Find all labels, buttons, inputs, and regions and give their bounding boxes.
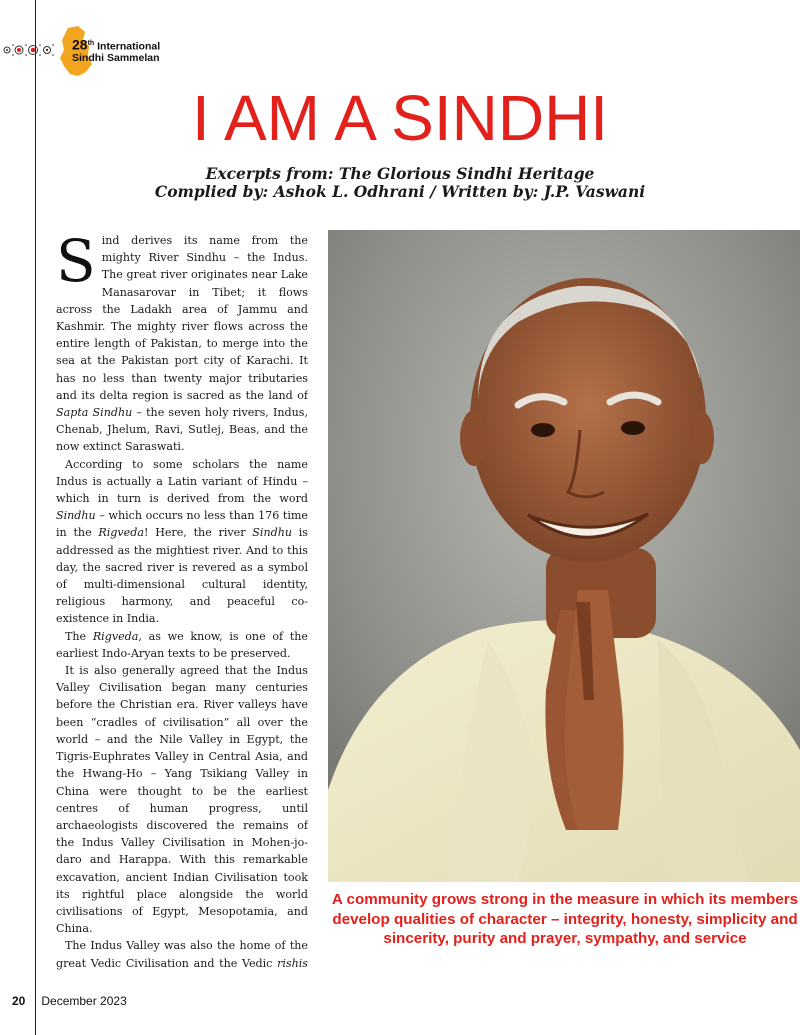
issue-date: December 2023 <box>41 994 127 1008</box>
text-run: is addressed as the mightiest river. And to this day, the sacred river is revered as a symbol of multi-dimensional cultural identity, religious harmony, and peaceful co- existence in India. <box>56 526 308 626</box>
portrait-illustration <box>328 230 800 882</box>
pull-quote: A community grows strong in the measure in which its members develop qualities of character – integrity, honesty, simplicity and sincerity, purity and prayer, sympathy, and service <box>331 891 799 947</box>
text-run: – the seven holy rivers, Indus, Chenab, Jhelum, Ravi, Sutlej, Beas, and the now extinct Saraswati. <box>56 406 308 454</box>
text-run-italic: Rigveda <box>98 526 144 540</box>
decorative-dots-ornament <box>2 42 56 58</box>
page-footer <box>12 994 127 1008</box>
text-run: ind derives its name from the mighty River Sindhu – the Indus. The great river originates near Lake Manasarovar in Tibet; it flows across the Ladakh area of Jammu and Kashmir. The mighty river flows across the entire length of Pakistan, to merge into the sea at the Pakistan port city of Karachi. It has no less than twenty major tributaries and its delta region is sacred as the land of <box>56 234 308 402</box>
text-run-italic: Sindhu <box>252 526 292 540</box>
text-run: , as we know, is one of the earliest Indo-Aryan texts to be preserved. <box>56 629 308 660</box>
text-run: According to some scholars the name Indus is actually a Latin variant of Hindu – which in turn is derived from the word <box>56 457 308 506</box>
text-run: The <box>65 629 93 643</box>
text-run: ! Here, the river <box>143 526 253 540</box>
sammelan-logo <box>58 26 168 78</box>
subtitle-credits: Complied by: Ashok L. Odhrani / Written by: J.P. Vaswani <box>154 182 646 201</box>
article-column <box>56 232 308 974</box>
logo-line2: Sindhi Sammelan <box>72 51 160 64</box>
text-run-italic: Rigveda <box>92 629 139 643</box>
article-paragraph: It is also generally agreed that the Indus Valley Civilisation began many centuries before the Christian era. River valleys have been “cradles of civilisation” all over the world – and the Nile Valley in Egypt, the Tigris-Euphrates Valley in Central Asia, and the Hwang-Ho – Yang Tsikiang Valley in China were thought to be the earliest centres of human progress, until archaeologists discovered the remains of the Indus Valley Civilisation in Mohen-jo-daro and Harappa. With this remarkable excavation, ancient Indian Civilisation took its rightful place alongside the world civilisations of Egypt, Mesopotamia, and China. <box>56 664 308 936</box>
article-paragraph <box>56 628 308 662</box>
subtitle-excerpts: Excerpts from: The Glorious Sindhi Heritage <box>205 164 595 183</box>
article-paragraph <box>56 232 308 456</box>
logo-ordinal: th <box>87 40 95 47</box>
page-number: 20 <box>12 994 26 1008</box>
article-paragraph <box>56 456 308 628</box>
logo-text <box>72 38 160 64</box>
text-run-italic: Sindhu <box>56 509 96 523</box>
text-run: The Indus Valley was also the home of the great Vedic Civilisation and the Vedic <box>56 939 308 970</box>
logo-line1: International <box>97 40 161 53</box>
text-run: – which occurs no less than 176 time in the <box>56 509 308 540</box>
logo-number: 28 <box>72 36 88 53</box>
article-paragraph <box>56 937 308 974</box>
text-run-italic: Sapta Sindhu <box>56 406 133 420</box>
portrait-photo <box>328 230 800 882</box>
drop-cap: S <box>56 232 96 295</box>
page-title: I AM A SINDHI <box>191 82 609 154</box>
text-run-italic: rishis <box>277 956 308 970</box>
